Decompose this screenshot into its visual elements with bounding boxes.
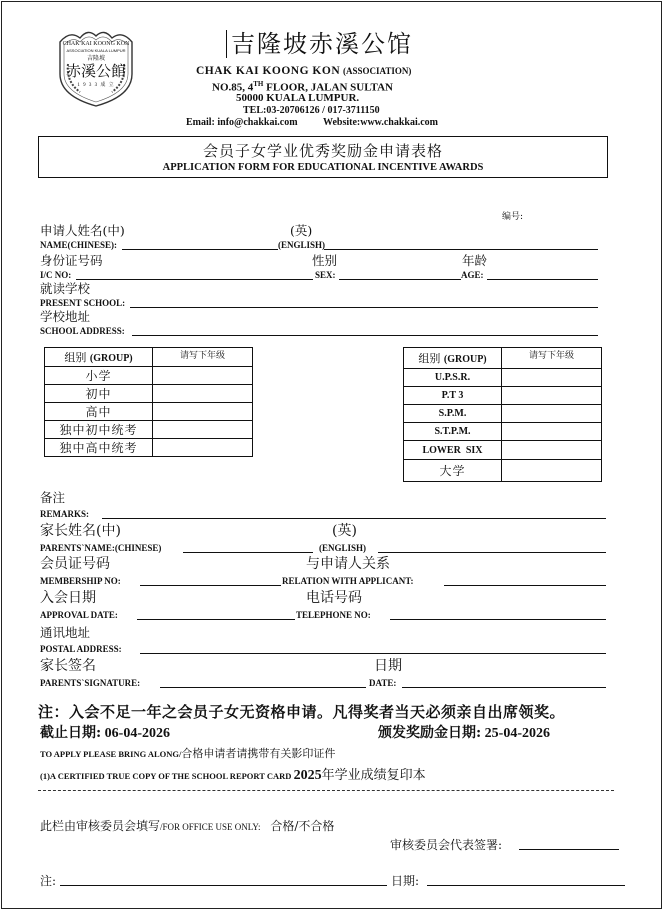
telephone-label: TELEPHONE NO: <box>296 610 371 620</box>
remarks-zh-label: 备注 <box>40 490 66 505</box>
address-1-pre: NO.85, 4 <box>212 81 254 94</box>
group-header-zh: 组别 <box>418 352 441 365</box>
name-en-zh-label: (英) <box>290 223 313 238</box>
rep-signature-field[interactable] <box>519 849 619 850</box>
table-row <box>45 421 253 439</box>
age-zh-label: 年龄 <box>462 253 488 268</box>
form-title-en: APPLICATION FORM FOR EDUCATIONAL INCENTIVE AWARDS <box>162 162 484 173</box>
org-suffix: (ASSOCIATION) <box>343 66 412 76</box>
membership-label: MEMBERSHIP NO: <box>40 576 121 586</box>
grade-header: 请写下年级 <box>502 348 602 369</box>
award-date-value: 25-04-2026 <box>484 726 550 741</box>
cut-line-divider <box>38 790 614 791</box>
group-cell: LOWER SIX <box>404 441 502 460</box>
group-cell: 大学 <box>404 460 502 482</box>
crest-small-zh: 吉隆坡 <box>86 55 105 62</box>
group-header <box>404 348 502 369</box>
parent-name-english-field[interactable] <box>378 552 606 553</box>
group-cell: 小学 <box>45 367 153 385</box>
org-name-en <box>196 65 411 78</box>
office-status[interactable]: 合格/不合格 <box>270 819 335 833</box>
crest-ring-text: CHAK KAI KOONG KON <box>62 41 130 47</box>
table-row <box>404 405 602 423</box>
sex-label: SEX: <box>315 270 336 280</box>
office-label-zh: 此栏由审核委员会填写 <box>40 819 161 833</box>
bring-along-note <box>40 745 335 761</box>
reference-number-label: 编号: <box>502 212 524 222</box>
association-crest-icon <box>54 26 138 108</box>
name-english-field[interactable] <box>324 249 598 250</box>
group-cell: 独中初中统考 <box>45 421 153 439</box>
date-field[interactable] <box>402 687 606 688</box>
signature-label: PARENTS`SIGNATURE: <box>40 678 141 688</box>
approval-date-field[interactable] <box>137 619 295 620</box>
award-date <box>378 722 550 742</box>
grade-input-cell[interactable] <box>502 460 602 482</box>
postal-address-field[interactable] <box>140 653 606 654</box>
grade-input-cell[interactable] <box>502 423 602 441</box>
org-website[interactable]: Website:www.chakkai.com <box>323 117 438 128</box>
age-field[interactable] <box>487 279 598 280</box>
name-chinese-field[interactable] <box>122 249 278 250</box>
group-cell: S.P.M. <box>404 405 502 423</box>
group-header-zh: 组别 <box>64 351 87 364</box>
group-header-en: (GROUP) <box>89 353 133 364</box>
item1-zh: 年学业成绩复印本 <box>321 768 426 783</box>
group-cell: 初中 <box>45 385 153 403</box>
table-row <box>45 403 253 421</box>
present-school-field[interactable] <box>130 307 598 308</box>
office-note-field[interactable] <box>60 885 387 886</box>
date-zh-label: 日期 <box>374 658 402 674</box>
grade-input-cell[interactable] <box>502 387 602 405</box>
grade-input-cell[interactable] <box>502 441 602 460</box>
grade-header: 请写下年级 <box>153 348 253 367</box>
group-table-right <box>403 347 602 482</box>
item1-en: (1)A CERTIFIED TRUE COPY OF THE SCHOOL REPORT CARD <box>40 771 292 781</box>
grade-input-cell[interactable] <box>153 385 253 403</box>
table-row <box>404 441 602 460</box>
table-row <box>45 367 253 385</box>
grade-input-cell[interactable] <box>502 369 602 387</box>
crest-year-text: 1 9 3 3 成 立 <box>77 83 115 88</box>
form-title-box <box>38 136 608 178</box>
age-label: AGE: <box>461 270 484 280</box>
school-address-zh-label: 学校地址 <box>40 309 91 324</box>
deadline <box>40 722 170 742</box>
parent-name-en-zh-label: (英) <box>332 523 357 539</box>
remarks-field[interactable] <box>102 518 606 519</box>
bring-zh: 合格申请者请携带有关影印证件 <box>181 747 336 760</box>
parent-name-zh-label: 家长姓名(中) <box>40 523 121 539</box>
table-row <box>404 460 602 482</box>
office-label-en: /FOR OFFICE USE ONLY: <box>160 822 261 832</box>
office-use-header <box>40 817 334 834</box>
grade-input-cell[interactable] <box>153 367 253 385</box>
group-cell: P.T 3 <box>404 387 502 405</box>
school-address-field[interactable] <box>132 335 598 336</box>
postal-address-zh-label: 通讯地址 <box>40 625 91 640</box>
parent-name-english-label: (ENGLISH) <box>319 543 367 553</box>
deadline-label: 截止日期: <box>40 725 102 741</box>
crest-sub-text: ASSOCIATION KUALA LUMPUR <box>66 48 126 53</box>
relation-label: RELATION WITH APPLICANT: <box>282 576 414 586</box>
group-cell: U.P.S.R. <box>404 369 502 387</box>
relation-zh-label: 与申请人关系 <box>306 556 390 572</box>
name-english-label: (ENGLISH) <box>278 240 326 250</box>
parent-name-chinese-field[interactable] <box>183 552 313 553</box>
ic-field[interactable] <box>76 279 313 280</box>
name-chinese-label: NAME(CHINESE): <box>40 240 118 250</box>
group-cell: 高中 <box>45 403 153 421</box>
group-header <box>45 348 153 367</box>
item1-year: 2025 <box>293 768 322 783</box>
eligibility-note: 注：入会不足一年之会员子女无资格申请。凡得奖者当天必须亲自出席领奖。 <box>38 703 566 721</box>
approval-date-zh-label: 入会日期 <box>40 590 96 606</box>
group-header-en: (GROUP) <box>443 354 487 365</box>
table-row <box>45 439 253 457</box>
membership-zh-label: 会员证号码 <box>40 556 110 572</box>
ic-label: I/C NO: <box>40 270 72 280</box>
bring-en: TO APPLY PLEASE BRING ALONG/ <box>40 749 182 759</box>
address-1-post: FLOOR, JALAN SULTAN <box>263 81 393 94</box>
group-cell: 独中高中统考 <box>45 439 153 457</box>
award-date-label: 颁发奖励金日期: <box>378 725 482 741</box>
office-note-label: 注: <box>40 874 57 888</box>
grade-input-cell[interactable] <box>502 405 602 423</box>
form-title-zh: 会员子女学业优秀奖励金申请表格 <box>202 142 443 160</box>
parent-name-chinese-label: PARENTS`NAME:(CHINESE) <box>40 543 162 553</box>
telephone-zh-label: 电话号码 <box>306 590 362 606</box>
rep-signature-label: 审核委员会代表签署: <box>390 838 503 852</box>
table-row <box>404 387 602 405</box>
telephone-field[interactable] <box>390 619 606 620</box>
org-name-zh: 吉隆坡赤溪公馆 <box>226 30 413 58</box>
table-header-row <box>404 348 602 369</box>
signature-field[interactable] <box>160 687 366 688</box>
sex-zh-label: 性别 <box>312 253 338 268</box>
relation-field[interactable] <box>444 585 606 586</box>
sex-field[interactable] <box>339 279 461 280</box>
org-tel: TEL:03-20706126 / 017-3711150 <box>243 105 380 116</box>
crest-main-zh: 赤溪公館 <box>65 62 126 80</box>
membership-field[interactable] <box>140 585 281 586</box>
deadline-value: 06-04-2026 <box>104 726 170 741</box>
ic-zh-label: 身份证号码 <box>40 253 103 268</box>
group-table-left <box>44 347 253 457</box>
date-label: DATE: <box>369 678 397 688</box>
group-cell: S.T.P.M. <box>404 423 502 441</box>
org-name-en-text: CHAK KAI KOONG KON <box>196 65 341 77</box>
address-1-sup: TH <box>253 80 264 88</box>
present-school-label: PRESENT SCHOOL: <box>40 298 126 308</box>
table-header-row <box>45 348 253 367</box>
postal-address-label: POSTAL ADDRESS: <box>40 644 122 654</box>
table-row <box>45 385 253 403</box>
office-date-label: 日期: <box>391 874 420 888</box>
org-email[interactable]: Email: info@chakkai.com <box>186 117 298 128</box>
remarks-label: REMARKS: <box>40 509 89 519</box>
grade-input-cell[interactable] <box>153 403 253 421</box>
name-zh-label: 申请人姓名(中) <box>40 223 125 238</box>
grade-input-cell[interactable] <box>153 439 253 457</box>
school-address-label: SCHOOL ADDRESS: <box>40 326 125 336</box>
approval-date-label: APPROVAL DATE: <box>40 610 118 620</box>
table-row <box>404 423 602 441</box>
document-item-1 <box>40 764 426 784</box>
school-zh-label: 就读学校 <box>40 281 91 296</box>
grade-input-cell[interactable] <box>153 421 253 439</box>
org-address-2: 50000 KUALA LUMPUR. <box>236 92 360 104</box>
table-row <box>404 369 602 387</box>
office-date-field[interactable] <box>427 885 625 886</box>
signature-zh-label: 家长签名 <box>40 658 96 674</box>
